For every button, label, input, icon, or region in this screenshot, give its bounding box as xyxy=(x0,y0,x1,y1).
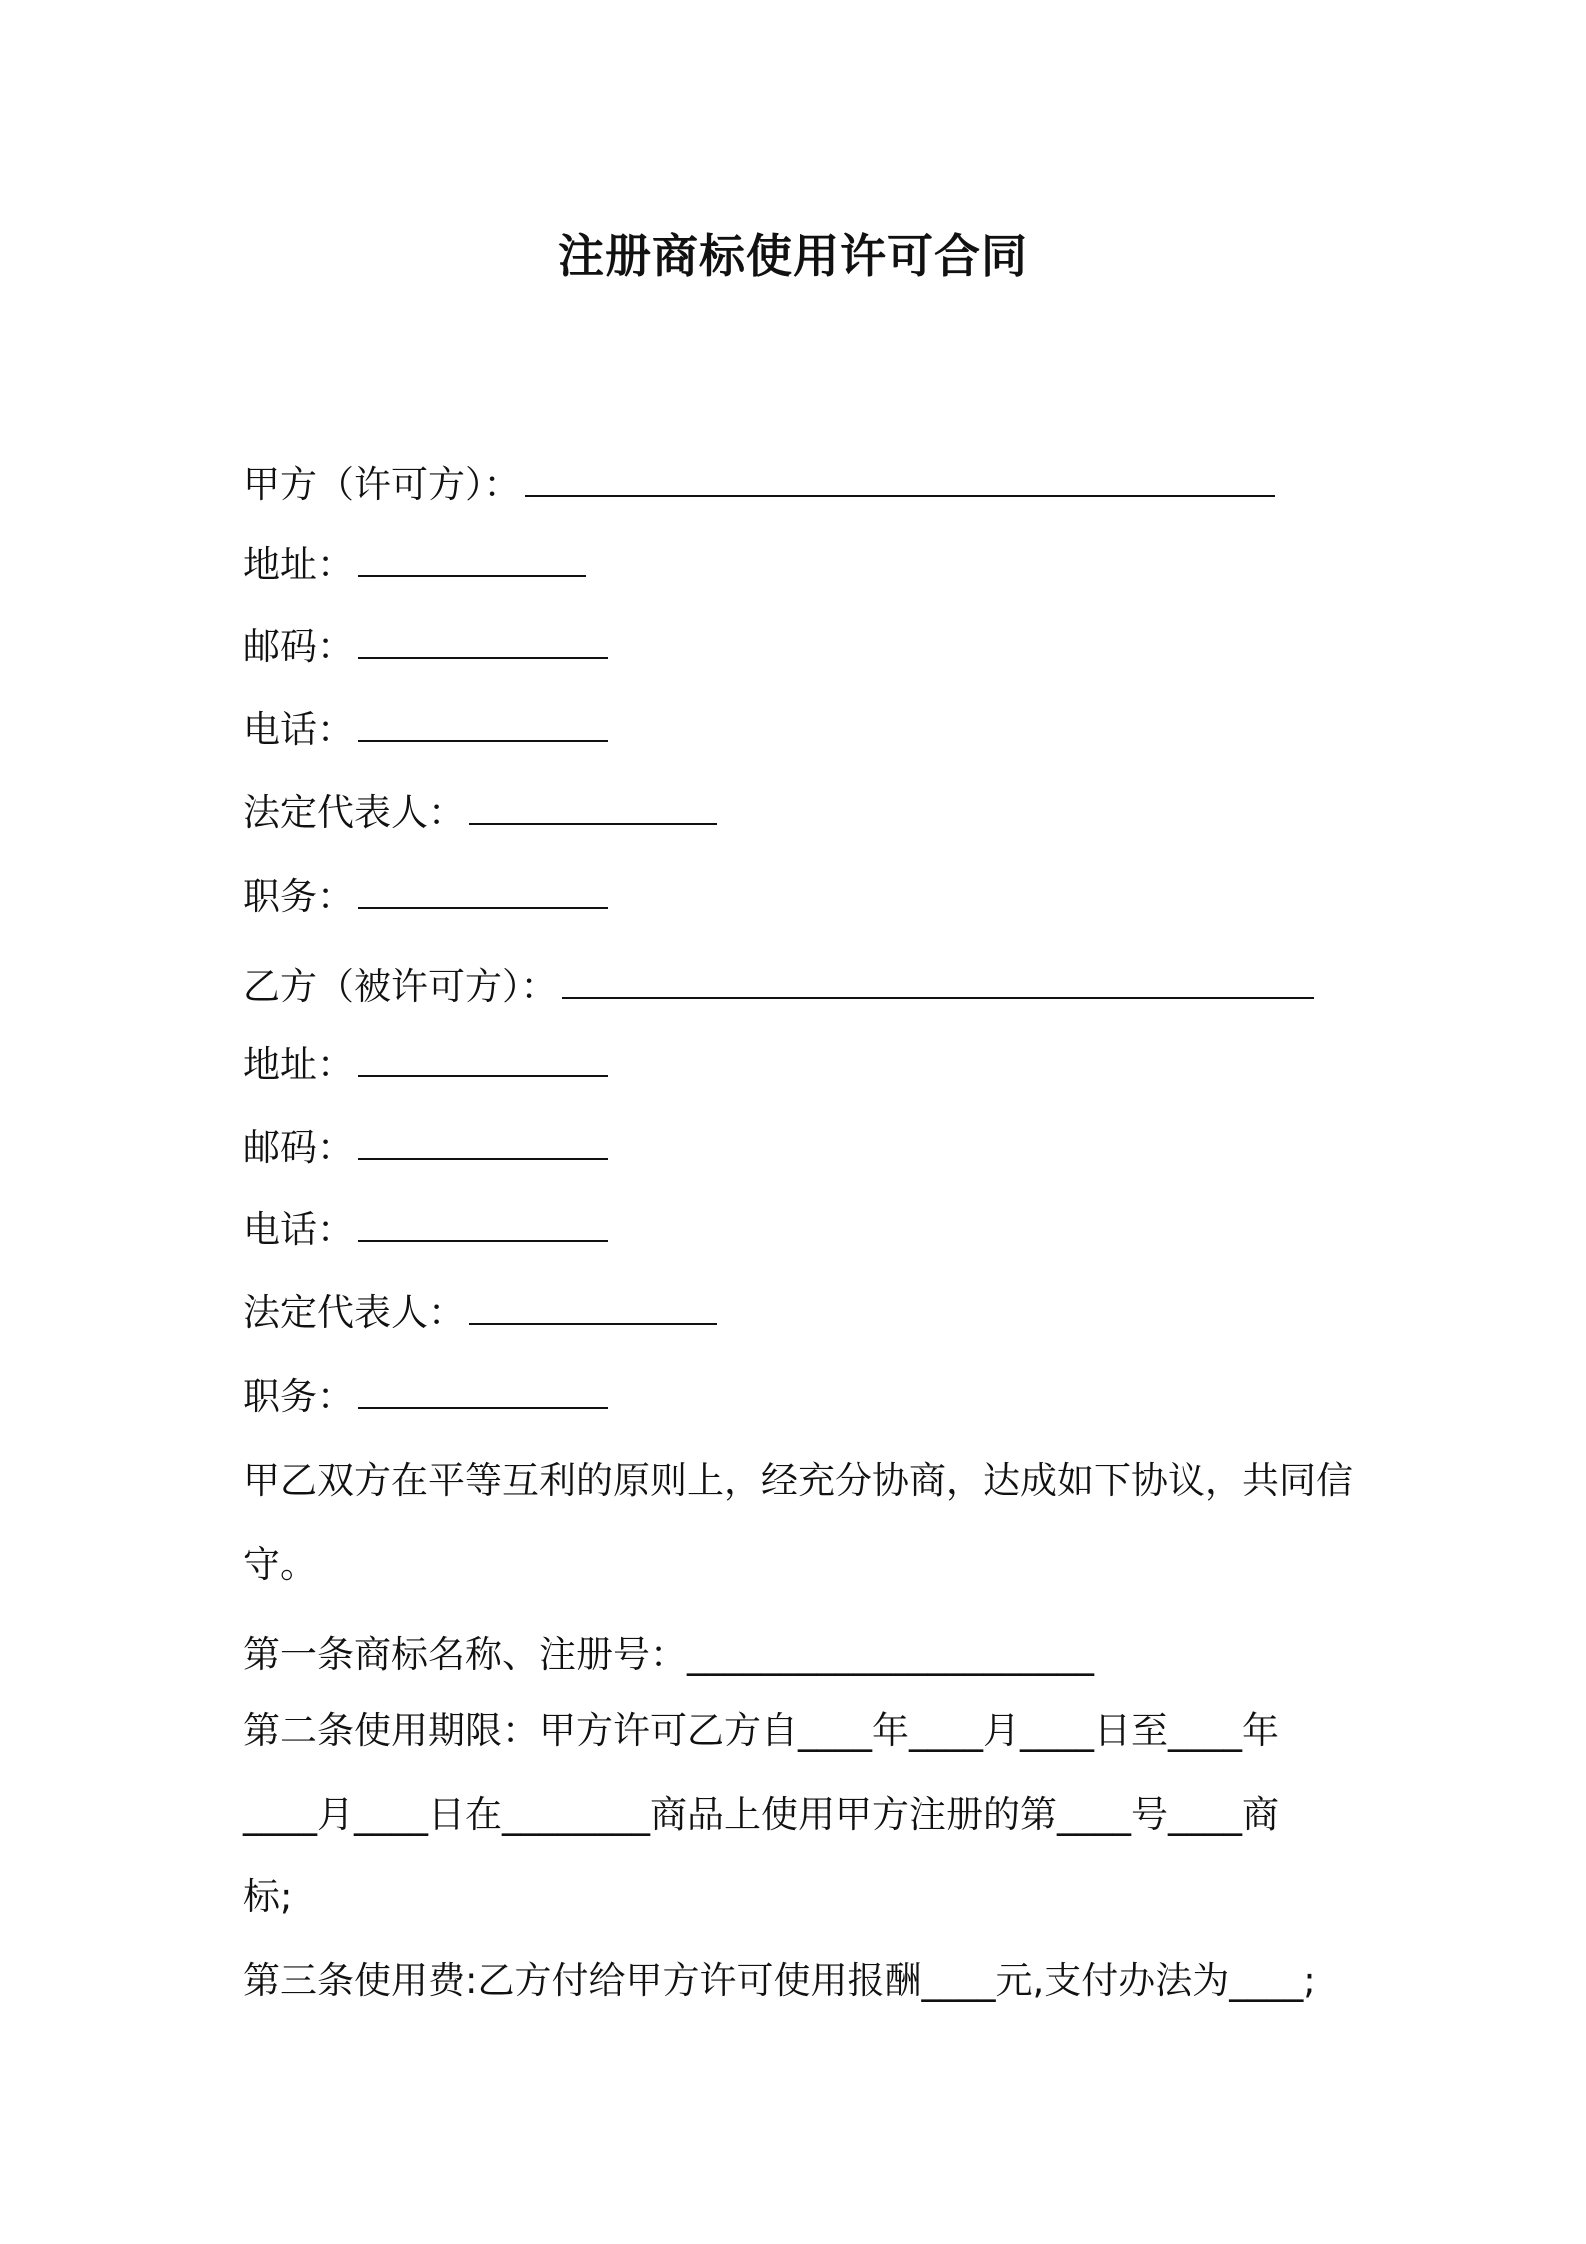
party-b-rep-line xyxy=(243,1288,717,1338)
party-a-phone-line xyxy=(243,705,608,755)
article-2-line-1: 第二条使用期限：甲方许可乙方自____年____月____日至____年 xyxy=(243,1709,1279,1752)
party-a-label: 甲方（许可方）： xyxy=(243,463,521,506)
party-a-blank xyxy=(525,461,1275,497)
party-b-address-line xyxy=(243,1040,608,1090)
party-b-blank xyxy=(562,963,1314,999)
party-b-postcode-line xyxy=(243,1123,608,1173)
party-b-postcode-label: 邮码： xyxy=(243,1126,354,1169)
party-a-address-line xyxy=(243,540,586,590)
party-b-line xyxy=(243,962,1314,1012)
party-b-phone-line xyxy=(243,1205,608,1255)
party-a-rep-blank xyxy=(469,789,717,825)
party-b-address-blank xyxy=(358,1041,608,1077)
party-b-postcode-blank xyxy=(358,1124,608,1160)
party-b-phone-label: 电话： xyxy=(243,1208,354,1251)
document-title: 注册商标使用许可合同 xyxy=(558,229,1028,283)
party-b-label: 乙方（被许可方）： xyxy=(243,965,558,1008)
party-a-rep-line xyxy=(243,788,717,838)
article-3: 第三条使用费:乙方付给甲方许可使用报酬____元,支付办法为____; xyxy=(243,1959,1316,2002)
party-b-position-label: 职务： xyxy=(243,1375,354,1418)
party-a-rep-label: 法定代表人： xyxy=(243,791,465,834)
intro-line-1: 甲乙双方在平等互利的原则上，经充分协商，达成如下协议，共同信 xyxy=(243,1459,1353,1502)
party-a-address-label: 地址： xyxy=(243,543,354,586)
party-b-rep-label: 法定代表人： xyxy=(243,1291,465,1334)
party-b-position-line xyxy=(243,1372,608,1422)
party-b-phone-blank xyxy=(358,1206,608,1242)
article-2-line-3: 标; xyxy=(243,1875,293,1918)
intro-line-2: 守。 xyxy=(243,1543,317,1586)
party-a-phone-label: 电话： xyxy=(243,708,354,751)
party-a-line xyxy=(243,460,1275,510)
article-2-line-2: ____月____日在________商品上使用甲方注册的第____号____商 xyxy=(243,1793,1279,1836)
party-a-position-label: 职务： xyxy=(243,875,354,918)
party-a-position-line xyxy=(243,872,608,922)
party-a-postcode-blank xyxy=(358,623,608,659)
party-a-phone-blank xyxy=(358,706,608,742)
article-1: 第一条商标名称、注册号：______________________ xyxy=(243,1633,1094,1676)
party-b-address-label: 地址： xyxy=(243,1043,354,1086)
party-a-position-blank xyxy=(358,873,608,909)
party-a-address-blank xyxy=(358,541,586,577)
party-a-postcode-line xyxy=(243,622,608,672)
party-a-postcode-label: 邮码： xyxy=(243,625,354,668)
party-b-position-blank xyxy=(358,1373,608,1409)
party-b-rep-blank xyxy=(469,1289,717,1325)
